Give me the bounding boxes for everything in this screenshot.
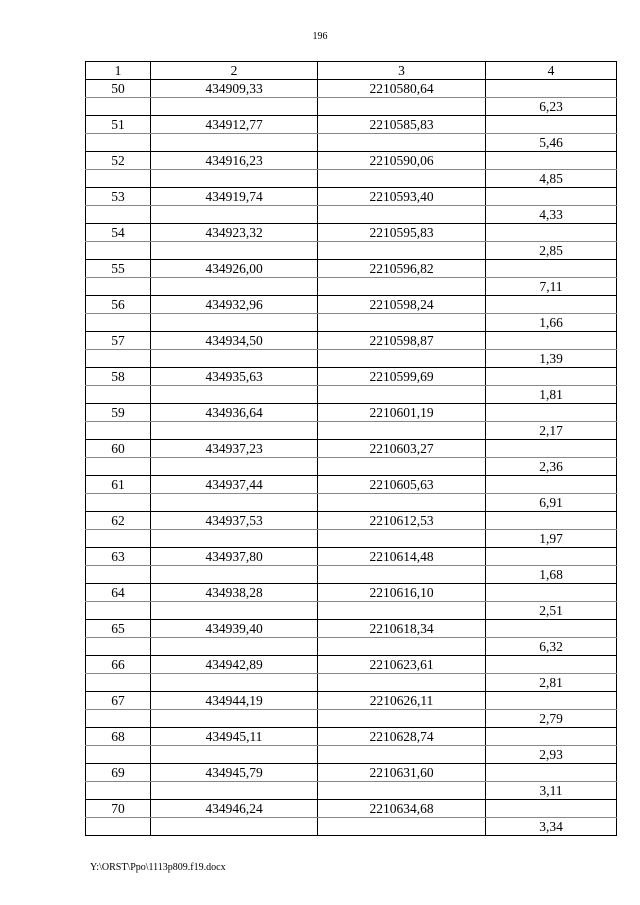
empty-cell <box>86 746 151 764</box>
table-row-distance <box>86 710 617 728</box>
point-number-cell: 57 <box>86 332 151 350</box>
point-number-cell: 59 <box>86 404 151 422</box>
empty-cell <box>318 494 486 512</box>
empty-cell <box>86 782 151 800</box>
empty-cell <box>151 206 318 224</box>
empty-cell <box>151 566 318 584</box>
x-coordinate-cell: 434919,74 <box>151 188 318 206</box>
table-row-distance <box>86 782 617 800</box>
empty-cell <box>318 818 486 836</box>
table-row <box>86 692 617 710</box>
empty-cell <box>151 422 318 440</box>
table-row-distance <box>86 170 617 188</box>
empty-cell <box>86 314 151 332</box>
table-header-row <box>86 62 617 80</box>
table-row-distance <box>86 134 617 152</box>
y-coordinate-cell: 2210626,11 <box>318 692 486 710</box>
point-number-cell: 50 <box>86 80 151 98</box>
table-row <box>86 440 617 458</box>
empty-cell <box>318 386 486 404</box>
point-number-cell: 63 <box>86 548 151 566</box>
table-row <box>86 728 617 746</box>
header-col-1: 1 <box>86 62 151 80</box>
footer-file-path: Y:\ORST\Ppo\1113p809.f19.docx <box>90 862 226 873</box>
table-row-distance <box>86 206 617 224</box>
empty-cell <box>486 440 617 458</box>
x-coordinate-cell: 434916,23 <box>151 152 318 170</box>
empty-cell <box>151 674 318 692</box>
distance-cell: 3,11 <box>486 782 617 800</box>
distance-cell: 4,33 <box>486 206 617 224</box>
x-coordinate-cell: 434935,63 <box>151 368 318 386</box>
empty-cell <box>318 278 486 296</box>
empty-cell <box>151 530 318 548</box>
empty-cell <box>318 458 486 476</box>
point-number-cell: 56 <box>86 296 151 314</box>
x-coordinate-cell: 434937,80 <box>151 548 318 566</box>
table-row-distance <box>86 494 617 512</box>
x-coordinate-cell: 434937,44 <box>151 476 318 494</box>
x-coordinate-cell: 434934,50 <box>151 332 318 350</box>
x-coordinate-cell: 434942,89 <box>151 656 318 674</box>
header-col-2: 2 <box>151 62 318 80</box>
table-row-distance <box>86 350 617 368</box>
table-row <box>86 404 617 422</box>
point-number-cell: 62 <box>86 512 151 530</box>
empty-cell <box>486 404 617 422</box>
distance-cell: 2,79 <box>486 710 617 728</box>
empty-cell <box>318 602 486 620</box>
page-number: 196 <box>312 31 328 42</box>
empty-cell <box>86 818 151 836</box>
empty-cell <box>86 638 151 656</box>
empty-cell <box>318 134 486 152</box>
table-row-distance <box>86 386 617 404</box>
distance-cell: 1,66 <box>486 314 617 332</box>
coordinates-table <box>85 61 617 836</box>
x-coordinate-cell: 434926,00 <box>151 260 318 278</box>
y-coordinate-cell: 2210603,27 <box>318 440 486 458</box>
distance-cell: 6,91 <box>486 494 617 512</box>
empty-cell <box>486 296 617 314</box>
distance-cell: 1,68 <box>486 566 617 584</box>
x-coordinate-cell: 434937,23 <box>151 440 318 458</box>
table-row-distance <box>86 638 617 656</box>
table-row-distance <box>86 746 617 764</box>
x-coordinate-cell: 434909,33 <box>151 80 318 98</box>
y-coordinate-cell: 2210593,40 <box>318 188 486 206</box>
distance-cell: 1,97 <box>486 530 617 548</box>
empty-cell <box>486 368 617 386</box>
empty-cell <box>318 566 486 584</box>
x-coordinate-cell: 434946,24 <box>151 800 318 818</box>
table-row-distance <box>86 566 617 584</box>
distance-cell: 7,11 <box>486 278 617 296</box>
empty-cell <box>86 458 151 476</box>
x-coordinate-cell: 434932,96 <box>151 296 318 314</box>
table-row-distance <box>86 818 617 836</box>
empty-cell <box>86 134 151 152</box>
distance-cell: 1,81 <box>486 386 617 404</box>
distance-cell: 6,23 <box>486 98 617 116</box>
point-number-cell: 69 <box>86 764 151 782</box>
point-number-cell: 70 <box>86 800 151 818</box>
y-coordinate-cell: 2210598,24 <box>318 296 486 314</box>
empty-cell <box>86 422 151 440</box>
table-row-distance <box>86 602 617 620</box>
table-row <box>86 152 617 170</box>
table-row <box>86 764 617 782</box>
distance-cell: 2,51 <box>486 602 617 620</box>
distance-cell: 6,32 <box>486 638 617 656</box>
table-row <box>86 224 617 242</box>
y-coordinate-cell: 2210590,06 <box>318 152 486 170</box>
table-row <box>86 296 617 314</box>
empty-cell <box>318 422 486 440</box>
x-coordinate-cell: 434944,19 <box>151 692 318 710</box>
point-number-cell: 52 <box>86 152 151 170</box>
empty-cell <box>86 206 151 224</box>
empty-cell <box>151 98 318 116</box>
y-coordinate-cell: 2210618,34 <box>318 620 486 638</box>
empty-cell <box>318 314 486 332</box>
table-row <box>86 512 617 530</box>
empty-cell <box>151 170 318 188</box>
header-col-4: 4 <box>486 62 617 80</box>
distance-cell: 4,85 <box>486 170 617 188</box>
distance-cell: 2,93 <box>486 746 617 764</box>
table-row <box>86 476 617 494</box>
distance-cell: 5,46 <box>486 134 617 152</box>
empty-cell <box>318 782 486 800</box>
empty-cell <box>486 116 617 134</box>
x-coordinate-cell: 434945,11 <box>151 728 318 746</box>
table-row <box>86 80 617 98</box>
x-coordinate-cell: 434937,53 <box>151 512 318 530</box>
empty-cell <box>318 674 486 692</box>
x-coordinate-cell: 434939,40 <box>151 620 318 638</box>
table-row-distance <box>86 98 617 116</box>
empty-cell <box>486 764 617 782</box>
point-number-cell: 66 <box>86 656 151 674</box>
empty-cell <box>151 710 318 728</box>
table-row-distance <box>86 674 617 692</box>
empty-cell <box>318 530 486 548</box>
table-row <box>86 620 617 638</box>
point-number-cell: 53 <box>86 188 151 206</box>
empty-cell <box>151 494 318 512</box>
empty-cell <box>486 224 617 242</box>
distance-cell: 2,36 <box>486 458 617 476</box>
y-coordinate-cell: 2210628,74 <box>318 728 486 746</box>
empty-cell <box>151 458 318 476</box>
table-row-distance <box>86 242 617 260</box>
point-number-cell: 61 <box>86 476 151 494</box>
empty-cell <box>151 818 318 836</box>
empty-cell <box>486 584 617 602</box>
empty-cell <box>486 548 617 566</box>
empty-cell <box>86 674 151 692</box>
y-coordinate-cell: 2210605,63 <box>318 476 486 494</box>
point-number-cell: 65 <box>86 620 151 638</box>
distance-cell: 3,34 <box>486 818 617 836</box>
empty-cell <box>151 602 318 620</box>
y-coordinate-cell: 2210580,64 <box>318 80 486 98</box>
empty-cell <box>486 260 617 278</box>
empty-cell <box>486 800 617 818</box>
empty-cell <box>318 206 486 224</box>
empty-cell <box>486 476 617 494</box>
x-coordinate-cell: 434923,32 <box>151 224 318 242</box>
empty-cell <box>151 350 318 368</box>
empty-cell <box>151 278 318 296</box>
table-body <box>86 80 617 836</box>
table-row <box>86 332 617 350</box>
x-coordinate-cell: 434936,64 <box>151 404 318 422</box>
y-coordinate-cell: 2210595,83 <box>318 224 486 242</box>
y-coordinate-cell: 2210599,69 <box>318 368 486 386</box>
empty-cell <box>318 350 486 368</box>
point-number-cell: 58 <box>86 368 151 386</box>
table-row-distance <box>86 458 617 476</box>
header-col-3: 3 <box>318 62 486 80</box>
table-row <box>86 584 617 602</box>
empty-cell <box>486 188 617 206</box>
y-coordinate-cell: 2210623,61 <box>318 656 486 674</box>
point-number-cell: 51 <box>86 116 151 134</box>
table-row-distance <box>86 422 617 440</box>
point-number-cell: 60 <box>86 440 151 458</box>
table-row <box>86 800 617 818</box>
empty-cell <box>486 332 617 350</box>
empty-cell <box>86 242 151 260</box>
table-row <box>86 116 617 134</box>
empty-cell <box>318 710 486 728</box>
empty-cell <box>486 620 617 638</box>
empty-cell <box>86 710 151 728</box>
table-row <box>86 368 617 386</box>
table-row-distance <box>86 530 617 548</box>
table-row <box>86 260 617 278</box>
point-number-cell: 67 <box>86 692 151 710</box>
point-number-cell: 55 <box>86 260 151 278</box>
y-coordinate-cell: 2210616,10 <box>318 584 486 602</box>
distance-cell: 1,39 <box>486 350 617 368</box>
empty-cell <box>86 170 151 188</box>
table-row <box>86 548 617 566</box>
empty-cell <box>86 530 151 548</box>
y-coordinate-cell: 2210634,68 <box>318 800 486 818</box>
x-coordinate-cell: 434945,79 <box>151 764 318 782</box>
empty-cell <box>486 512 617 530</box>
empty-cell <box>151 314 318 332</box>
empty-cell <box>86 386 151 404</box>
x-coordinate-cell: 434938,28 <box>151 584 318 602</box>
empty-cell <box>86 494 151 512</box>
empty-cell <box>318 98 486 116</box>
table-row <box>86 188 617 206</box>
y-coordinate-cell: 2210585,83 <box>318 116 486 134</box>
y-coordinate-cell: 2210631,60 <box>318 764 486 782</box>
empty-cell <box>86 350 151 368</box>
point-number-cell: 68 <box>86 728 151 746</box>
empty-cell <box>151 638 318 656</box>
empty-cell <box>486 152 617 170</box>
x-coordinate-cell: 434912,77 <box>151 116 318 134</box>
empty-cell <box>151 134 318 152</box>
y-coordinate-cell: 2210612,53 <box>318 512 486 530</box>
empty-cell <box>86 566 151 584</box>
table-row <box>86 656 617 674</box>
table-row-distance <box>86 314 617 332</box>
empty-cell <box>318 746 486 764</box>
empty-cell <box>318 170 486 188</box>
empty-cell <box>151 386 318 404</box>
y-coordinate-cell: 2210614,48 <box>318 548 486 566</box>
empty-cell <box>151 782 318 800</box>
empty-cell <box>86 278 151 296</box>
table-row-distance <box>86 278 617 296</box>
point-number-cell: 64 <box>86 584 151 602</box>
distance-cell: 2,85 <box>486 242 617 260</box>
empty-cell <box>486 656 617 674</box>
y-coordinate-cell: 2210601,19 <box>318 404 486 422</box>
distance-cell: 2,17 <box>486 422 617 440</box>
empty-cell <box>486 692 617 710</box>
empty-cell <box>486 80 617 98</box>
empty-cell <box>151 746 318 764</box>
empty-cell <box>86 602 151 620</box>
empty-cell <box>151 242 318 260</box>
empty-cell <box>318 638 486 656</box>
y-coordinate-cell: 2210598,87 <box>318 332 486 350</box>
empty-cell <box>86 98 151 116</box>
empty-cell <box>318 242 486 260</box>
empty-cell <box>486 728 617 746</box>
y-coordinate-cell: 2210596,82 <box>318 260 486 278</box>
point-number-cell: 54 <box>86 224 151 242</box>
distance-cell: 2,81 <box>486 674 617 692</box>
